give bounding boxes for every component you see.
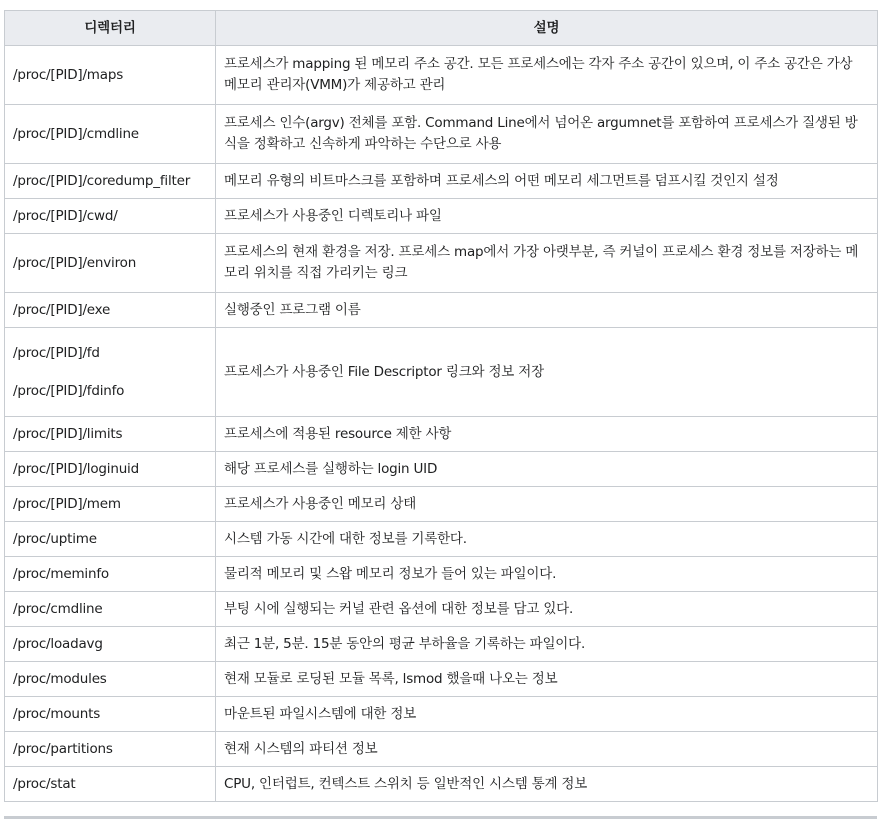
description-cell: 현재 모듈로 로딩된 모듈 목록, lsmod 했을때 나오는 정보 <box>216 662 878 697</box>
table-row <box>5 417 878 452</box>
description-cell: 최근 1분, 5분. 15분 동안의 평균 부하율을 기록하는 파일이다. <box>216 627 878 662</box>
description-cell: 부팅 시에 실행되는 커널 관련 옵션에 대한 정보를 담고 있다. <box>216 592 878 627</box>
description-cell: 프로세스가 사용중인 File Descriptor 링크와 정보 저장 <box>216 328 878 417</box>
directory-cell: /proc/[PID]/cwd/ <box>5 199 216 234</box>
description-cell: 프로세스가 사용중인 메모리 상태 <box>216 487 878 522</box>
directory-cell: /proc/[PID]/maps <box>5 46 216 105</box>
table-row <box>5 328 878 417</box>
description-cell: 시스템 가동 시간에 대한 정보를 기록한다. <box>216 522 878 557</box>
column-header-description: 설명 <box>216 11 878 46</box>
table-row <box>5 662 878 697</box>
directory-cell: /proc/uptime <box>5 522 216 557</box>
directory-cell: /proc/[PID]/cmdline <box>5 105 216 164</box>
directory-cell: /proc/loadavg <box>5 627 216 662</box>
table-row <box>5 592 878 627</box>
description-cell: 마운트된 파일시스템에 대한 정보 <box>216 697 878 732</box>
directory-cell: /proc/meminfo <box>5 557 216 592</box>
directory-cell: /proc/[PID]/coredump_filter <box>5 164 216 199</box>
table-row <box>5 487 878 522</box>
directory-cell <box>5 328 216 417</box>
directory-cell: /proc/modules <box>5 662 216 697</box>
table-bottom-rule <box>4 816 877 819</box>
description-cell: 메모리 유형의 비트마스크를 포함하며 프로세스의 어떤 메모리 세그먼트를 덤프시킬 것인지 설정 <box>216 164 878 199</box>
directory-cell: /proc/cmdline <box>5 592 216 627</box>
description-cell: 프로세스의 현재 환경을 저장. 프로세스 map에서 가장 아랫부분, 즉 커널이 프로세스 환경 정보를 저장하는 메모리 위치를 직접 가리키는 링크 <box>216 234 878 293</box>
description-cell: 물리적 메모리 및 스왑 메모리 정보가 들어 있는 파일이다. <box>216 557 878 592</box>
directory-cell: /proc/[PID]/loginuid <box>5 452 216 487</box>
description-cell: 프로세스 인수(argv) 전체를 포함. Command Line에서 넘어온 argumnet를 포함하여 프로세스가 질생된 방식을 정확하고 신속하게 파악하는 수단으로 사용 <box>216 105 878 164</box>
column-header-directory: 디렉터리 <box>5 11 216 46</box>
table-row <box>5 627 878 662</box>
directory-cell: /proc/mounts <box>5 697 216 732</box>
proc-directory-table-wrapper <box>4 10 877 802</box>
description-cell: 현재 시스템의 파티션 정보 <box>216 732 878 767</box>
directory-cell: /proc/[PID]/mem <box>5 487 216 522</box>
description-cell: 프로세스가 mapping 된 메모리 주소 공간. 모든 프로세스에는 각자 주소 공간이 있으며, 이 주소 공간은 가상 메모리 관리자(VMM)가 제공하고 관리 <box>216 46 878 105</box>
directory-cell: /proc/[PID]/environ <box>5 234 216 293</box>
table-row <box>5 697 878 732</box>
table-row <box>5 522 878 557</box>
table-row <box>5 452 878 487</box>
table-header-row <box>5 11 878 46</box>
table-row <box>5 767 878 802</box>
table-row <box>5 557 878 592</box>
table-row <box>5 199 878 234</box>
table-row <box>5 732 878 767</box>
description-cell: 실행중인 프로그램 이름 <box>216 293 878 328</box>
description-cell: 해당 프로세스를 실행하는 login UID <box>216 452 878 487</box>
table-row <box>5 234 878 293</box>
description-cell: 프로세스가 사용중인 디렉토리나 파일 <box>216 199 878 234</box>
table-row <box>5 164 878 199</box>
directory-cell: /proc/partitions <box>5 732 216 767</box>
directory-cell: /proc/[PID]/exe <box>5 293 216 328</box>
table-row <box>5 293 878 328</box>
directory-fdinfo: /proc/[PID]/fdinfo <box>13 383 125 399</box>
description-cell: CPU, 인터럽트, 컨텍스트 스위치 등 일반적인 시스템 통계 정보 <box>216 767 878 802</box>
directory-cell: /proc/[PID]/limits <box>5 417 216 452</box>
table-row <box>5 105 878 164</box>
description-cell: 프로세스에 적용된 resource 제한 사항 <box>216 417 878 452</box>
table-row <box>5 46 878 105</box>
proc-directory-table <box>4 10 878 802</box>
directory-fd: /proc/[PID]/fd <box>13 345 100 361</box>
directory-cell: /proc/stat <box>5 767 216 802</box>
